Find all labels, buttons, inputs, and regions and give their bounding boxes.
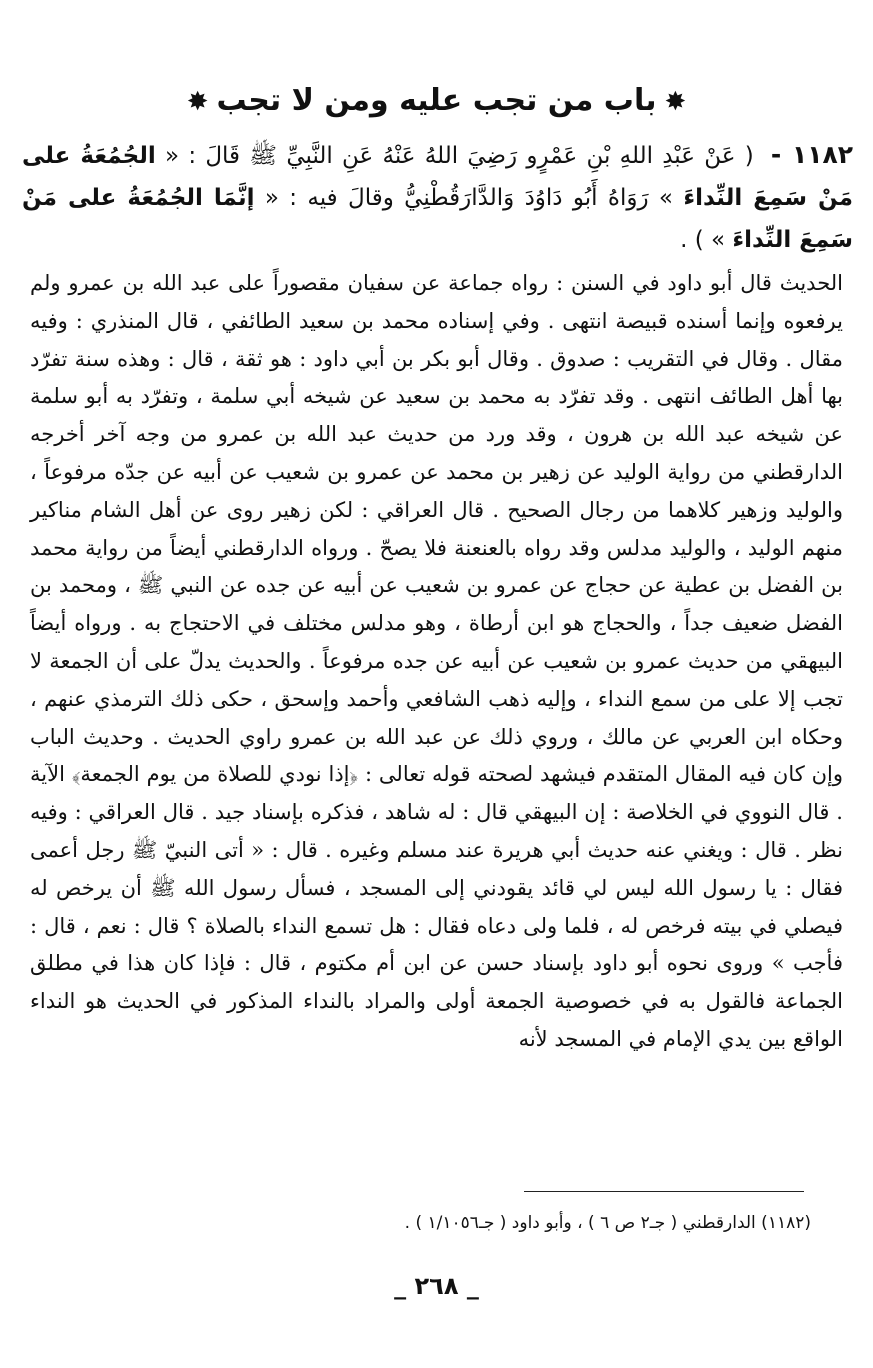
page-number: _ ٢٦٨ _: [394, 1272, 479, 1300]
commentary-text: الحديث قال أبو داود في السنن : رواه جماعة عن سفيان مقصوراً على عبد الله بن عمرو ولم يرفعوه وإنما أسنده قبيصة انتهى . وفي إسناده محمد بن سعيد الطائفي ، قال المنذري : وفيه مقال . وقال في التقريب : صدوق . وقال أبو بكر بن أبي داود : هو ثقة ، قال : وهذه سنة تفرّد بها أهل الطائف انتهى . وقد تفرّد به محمد بن سعيد عن شيخه أبي سلمة ، وتفرّد به أبو سلمة عن شيخه عبد الله بن هرون ، وقد ورد من حديث عبد الله بن عمرو من وجه آخر أخرجه الدارقطني من رواية الوليد عن زهير بن محمد عن عمرو بن شعيب عن أبيه عن جدّه مرفوعاً ، والوليد وزهير كلاهما من رجال الصحيح . قال العراقي : لكن زهير روى عن أهل الشام مناكير منهم الوليد ، والوليد مدلس وقد رواه بالعنعنة فلا يصحّ . ورواه الدارقطني أيضاً من رواية محمد بن الفضل بن عطية عن حجاج عن عمرو بن شعيب عن أبيه عن جده عن النبي ﷺ ، ومحمد بن الفضل ضعيف جداً ، والحجاج هو ابن أرطاة ، وهو مدلس مختلف في الاحتجاج به . ورواه أيضاً البيهقي من حديث عمرو بن شعيب عن أبيه عن جده مرفوعاً . والحديث يدلّ على أن الجمعة لا تجب إلا على من سمع النداء ، وإليه ذهب الشافعي وأحمد وإسحق ، حكى ذلك الترمذي عنهم ، وحكاه ابن العربي عن مالك ، وروي ذلك عن عبد الله بن عمرو راوي الحديث . وحديث الباب وإن كان فيه المقال المتقدم فيشهد لصحته قوله تعالى : ﴿إذا نودي للصلاة من يوم الجمعة﴾ الآية . قال النووي في الخلاصة : إن البيهقي قال : له شاهد ، فذكره بإسناد جيد . قال العراقي : وفيه نظر . قال : ويغني عنه حديث أبي هريرة عند مسلم وغيره . قال : « أتى النبيّ ﷺ رجل أعمى فقال : يا رسول الله ليس لي قائد يقودني إلى المسجد ، فسأل رسول الله ﷺ أن يرخص له فيصلي في بيته فرخص له ، فلما ولى دعاه فقال : هل تسمع النداء بالصلاة ؟ قال : نعم ، قال : فأجب » وروى نحوه أبو داود بإسناد حسن عن ابن أم مكتوم ، قال : فإذا كان هذا في مطلق الجماعة فالقول به في خصوصية الجمعة أولى والمراد بالنداء المذكور في الحديث هو النداء الواقع بين يدي الإمام في المسجد لأنه: [30, 271, 843, 1051]
star-ornament-icon: ✸: [186, 86, 209, 117]
hadith-block: [22, 134, 853, 261]
star-ornament-icon: ✸: [664, 86, 687, 117]
hadith-intro: ( عَنْ عَبْدِ اللهِ بْنِ عَمْرٍو رَضِيَ اللهُ عَنْهُ عَنِ النَّبِيِّ ﷺ قَالَ : «: [165, 143, 754, 169]
chapter-heading: [40, 78, 833, 125]
hadith-matn-variant: إنَّمَا الجُمُعَةُ على مَنْ سَمِعَ النِّداءَ: [22, 185, 853, 253]
hadith-number: ١١٨٢ -: [770, 140, 853, 169]
hadith-matn: الجُمُعَةُ على مَنْ سَمِعَ النِّداءَ: [22, 143, 853, 211]
chapter-title-text: باب من تجب عليه ومن لا تجب: [216, 83, 657, 118]
hadith-end: » ) .: [680, 227, 726, 253]
footnote: (١١٨٢) الدارقطني ( جـ٢ ص ٦ ) ، وأبو داود ( جـ١/١٠٥٦ ) .: [404, 1213, 811, 1233]
hadith-attribution: » رَوَاهُ أَبُو دَاوُدَ وَالدَّارَقُطْنِيُّ وقالَ فيه : «: [264, 185, 674, 211]
footnote-divider: [524, 1191, 804, 1192]
